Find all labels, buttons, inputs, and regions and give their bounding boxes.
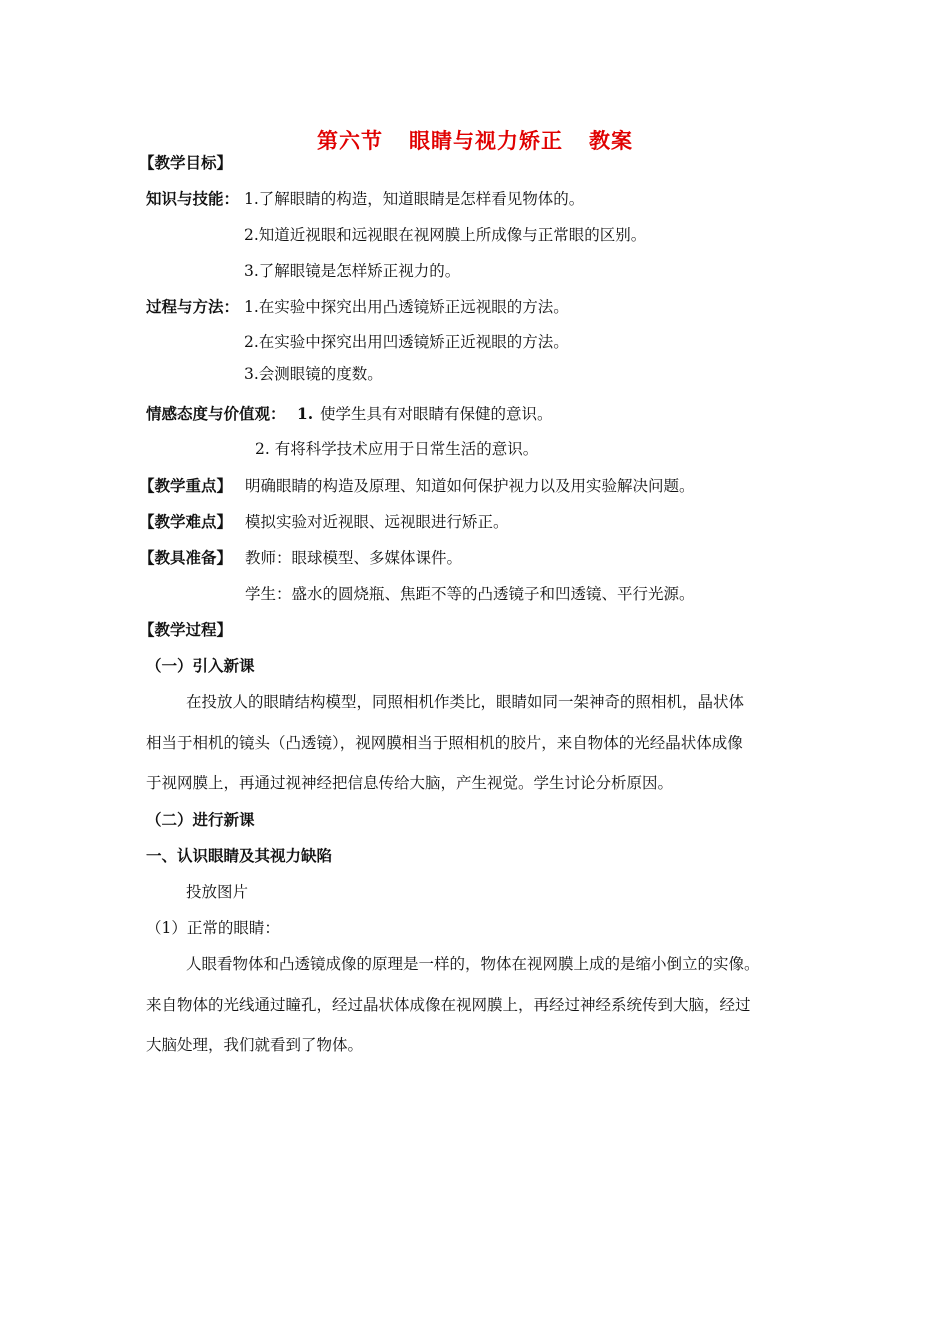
attitude-num-1: 1. xyxy=(297,404,314,423)
normal-eye-line-1: 人眼看物体和凸透镜成像的原理是一样的，物体在视网膜上成的是缩小倒立的实像。 xyxy=(186,955,760,973)
attitude-item-1: 使学生具有对眼睛有保健的意识。 xyxy=(320,405,553,423)
normal-eye-line-2: 来自物体的光线通过瞳孔，经过晶状体成像在视网膜上，再经过神经系统传到大脑，经过 xyxy=(146,996,751,1014)
process-item-3: 3.会测眼镜的度数。 xyxy=(244,365,383,383)
tools-student: 学生：盛水的圆烧瓶、焦距不等的凸透镜子和凹透镜、平行光源。 xyxy=(245,585,695,603)
section-1-line-3: 于视网膜上，再通过视神经把信息传给大脑，产生视觉。学生讨论分析原因。 xyxy=(146,774,674,792)
knowledge-item-2: 2.知道近视眼和远视眼在视网膜上所成像与正常眼的区别。 xyxy=(244,226,647,244)
show-pictures-text: 投放图片 xyxy=(186,883,249,901)
part-one-heading: 一、认识眼睛及其视力缺陷 xyxy=(146,846,333,865)
section-1-line-2: 相当于相机的镜头（凸透镜），视网膜相当于照相机的胶片，来自物体的光经晶状体成像 xyxy=(146,734,743,752)
difficulty-text: 模拟实验对近视眼、远视眼进行矫正。 xyxy=(245,513,509,531)
process-item-2: 2.在实验中探究出用凹透镜矫正近视眼的方法。 xyxy=(244,333,569,351)
normal-eye-heading: （1）正常的眼睛： xyxy=(146,919,280,937)
section-1-heading: （一）引入新课 xyxy=(146,656,255,675)
attitude-label: 情感态度与价值观： xyxy=(146,404,286,423)
tools-teacher: 教师：眼球模型、多媒体课件。 xyxy=(245,549,463,567)
knowledge-label: 知识与技能： xyxy=(146,189,240,208)
section-2-heading: （二）进行新课 xyxy=(146,810,255,829)
section-1-line-1: 在投放人的眼睛结构模型，同照相机作类比，眼睛如同一架神奇的照相机，晶状体 xyxy=(186,693,745,711)
page-title: 第六节 眼睛与视力矫正 教案 xyxy=(317,129,633,153)
objectives-header: 【教学目标】 xyxy=(139,153,233,172)
tools-label: 【教具准备】 xyxy=(139,548,233,567)
key-point-text: 明确眼睛的构造及原理、知道如何保护视力以及用实验解决问题。 xyxy=(245,477,695,495)
knowledge-item-1: 1.了解眼睛的构造，知道眼睛是怎样看见物体的。 xyxy=(244,190,585,208)
process-label: 过程与方法： xyxy=(146,297,240,316)
key-point-label: 【教学重点】 xyxy=(139,476,233,495)
difficulty-label: 【教学难点】 xyxy=(139,512,233,531)
attitude-item-2: 2. 有将科学技术应用于日常生活的意识。 xyxy=(255,440,539,458)
knowledge-item-3: 3.了解眼镜是怎样矫正视力的。 xyxy=(244,262,461,280)
process-item-1: 1.在实验中探究出用凸透镜矫正远视眼的方法。 xyxy=(244,298,569,316)
normal-eye-line-3: 大脑处理，我们就看到了物体。 xyxy=(146,1036,364,1054)
process-header: 【教学过程】 xyxy=(139,620,233,639)
